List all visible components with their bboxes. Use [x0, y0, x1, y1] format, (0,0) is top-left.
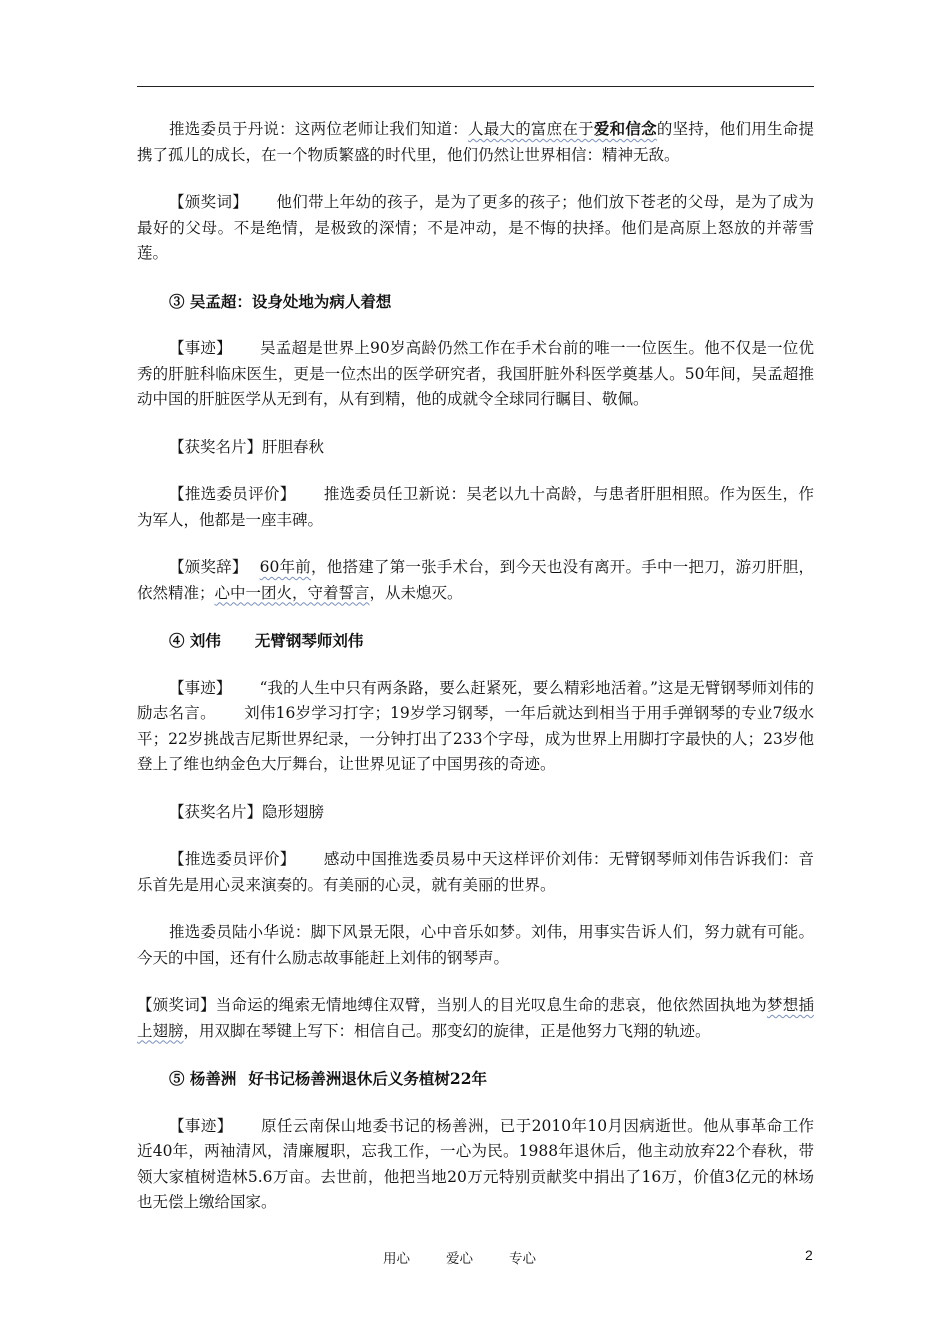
- paragraph-eval-liu-2: 推选委员陆小华说：脚下风景无限，心中音乐如梦。刘伟，用事实告诉人们，努力就有可能。今天的中国，还有什么励志故事能赶上刘伟的钢琴声。: [137, 923, 814, 967]
- award-tag: 【颁奖词】: [169, 193, 249, 211]
- paragraph-award-words-1: 【颁奖词】 他们带上年幼的孩子，是为了更多的孩子；他们放下苍老的父母，是为了成为最好的父母。不是绝情，是极致的深情；不是冲动，是不悔的抉择。他们是高原上怒放的并蒂雪莲。: [137, 193, 814, 262]
- paragraph-deeds-liu: 【事迹】 “我的人生中只有两条路，要么赶紧死，要么精彩地活着。”这是无臂钢琴师刘伟的励志名言。 刘伟16岁学习打字；19岁学习钢琴，一年后就达到相当于用手弹钢琴的专业7级水平；22岁挑战吉尼斯世界纪录，一分钟打出了233个字母，成为世界上用脚打字最快的人；23岁他登上了维也纳金色大厅舞台，让世界见证了中国男孩的奇迹。: [137, 678, 814, 773]
- paragraph-award-wu: 【颁奖辞】 60年前，他搭建了第一张手术台，到今天也没有离开。手中一把刀，游刃肝胆，依然精准；心中一团火，守着誓言，从未熄灭。: [137, 558, 814, 602]
- paragraph-eval-liu: 【推选委员评价】 感动中国推选委员易中天这样评价刘伟：无臂钢琴师刘伟告诉我们：音乐首先是用心灵来演奏的。有美丽的心灵，就有美丽的世界。: [137, 850, 814, 894]
- page-footer: [0, 1247, 950, 1269]
- footer-motto: 用心 爱心 专心: [383, 1251, 536, 1267]
- section-heading-liu-wei: ④ 刘伟 无臂钢琴师刘伟: [169, 631, 364, 650]
- page-number: 2: [805, 1247, 813, 1263]
- page-body: [137, 116, 814, 1238]
- paragraph-card-wu: 【获奖名片】肝胆春秋: [169, 437, 325, 456]
- paragraph-deeds-wu: 【事迹】 吴孟超是世界上90岁高龄仍然工作在手术台前的唯一一位医生。他不仅是一位优秀的肝脏科临床医生，更是一位杰出的医学研究者，我国肝脏外科医学奠基人。50年间，吴孟超推动中国的肝脏医学从无到有，从有到精，他的成就令全球同行瞩目、敬佩。: [137, 339, 814, 408]
- header-rule: [137, 86, 814, 87]
- section-heading-wu-mengchao: ③ 吴孟超：设身处地为病人着想: [169, 291, 392, 311]
- wavy-underline-text: 人最大的富庶在于: [467, 120, 594, 138]
- paragraph-eval-wu: 【推选委员评价】 推选委员任卫新说：吴老以九十高龄，与患者肝胆相照。作为医生，作为军人，他都是一座丰碑。: [137, 485, 814, 529]
- section-heading-yang-shanzhou: ⑤ 杨善洲 好书记杨善洲退休后义务植树22年: [169, 1069, 487, 1088]
- paragraph-award-liu: 【颁奖词】当命运的绳索无情地缚住双臂，当别人的目光叹息生命的悲哀，他依然固执地为梦想插上翅膀，用双脚在琴键上写下：相信自己。那变幻的旋律，正是他努力飞翔的轨迹。: [137, 996, 814, 1040]
- emphasis-text: 爱和信念: [593, 119, 657, 138]
- paragraph-deeds-yang: 【事迹】 原任云南保山地委书记的杨善洲，已于2010年10月因病逝世。他从事革命工作近40年，两袖清风，清廉履职，忘我工作，一心为民。1988年退休后，他主动放弃22个春秋，带领大家植树造林5.6万亩。去世前，他把当地20万元特别贡献奖中捐出了16万，价值3亿元的林场也无偿上缴给国家。: [137, 1116, 814, 1211]
- paragraph-card-liu: 【获奖名片】隐形翅膀: [169, 802, 325, 821]
- paragraph-yudan-comment: 推选委员于丹说：这两位老师让我们知道：人最大的富庶在于爱和信念的坚持，他们用生命提携了孤儿的成长，在一个物质繁盛的时代里，他们仍然让世界相信：精神无敌。: [137, 119, 814, 164]
